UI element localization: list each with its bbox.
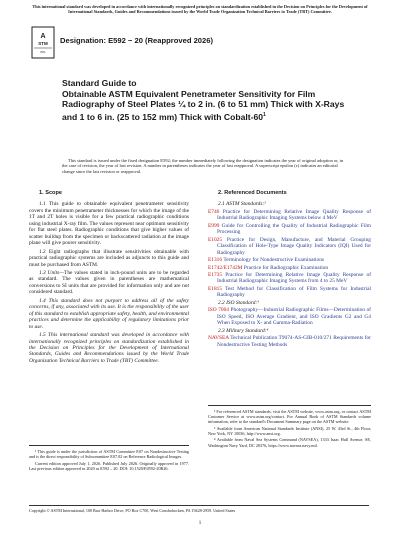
footnote-4: ⁴ Available from Naval Sea Systems Command (NAVSEA), 1333 Isaac Hull Avenue, SE, Washington Navy Yard, DC 20376, https://www.navsea.navy.mil. (208, 437, 371, 448)
astm-standards-heading: 2.1 ASTM Standards:² (218, 201, 266, 208)
footnote-3: ³ Available from American National Standards Institute (ANSI), 25 W. 43rd St., 4th Floor, New York, NY 10036, http://www.ansi.org. (208, 425, 371, 436)
reference-link[interactable]: E746 Practice for Determining Relative Image Quality Response of Industrial Radiographic Imaging Systems below 4 MeV (208, 208, 371, 222)
paragraph-1-2: 1.2 Eight radiographs that illustrate sensitivities obtainable with practical radiographic systems are included as adjuncts to this guide and must be purchased from ASTM. (29, 248, 189, 268)
left-column (29, 190, 189, 366)
footnote-left (29, 445, 189, 472)
page-number: 1 (198, 521, 202, 526)
wto-notice: This international standard was developed in accordance with internationally recognized principles on standardization established in the Decision on Principles for the Development of International Standards, Guides and Recommendations issued by the World Trade Organization Technical Barriers to Trade (TBT) Committee. (32, 4, 368, 15)
title-footnote-mark: 1 (263, 111, 266, 118)
paragraph-1-1: 1.1 This guide to obtainable equivalent penetrameter sensitivity covers the minimum penetrameter thicknesses for which the image of the 1T and 2T holes is visible for a few practical radiographic conditions using industrial X-ray film. The values represent near optimum sensitivity for flat steel plates. Radiographic conditions that give higher values of scatter buildup from the specimen or backscattered radiation at the image plane will give poorer sensitivity. (29, 201, 189, 247)
svg-text:STM: STM (38, 41, 48, 46)
title-block (62, 78, 352, 122)
svg-text:INTL: INTL (40, 51, 46, 54)
section-heading-referenced-documents: 2. Referenced Documents (218, 190, 287, 196)
issue-note: This standard is issued under the fixed designation E592; the number immediately following the designation indicates the year of original adoption or, in the case of revision, the year of last revision. A number in parentheses indicates the year of last reapproval. A superscript epsilon (ε) indicates an editorial change since the last revision or reapproval. (62, 158, 344, 174)
reference-link[interactable]: E999 Guide for Controlling the Quality of Industrial Radiographic Film Processing (208, 222, 371, 236)
svg-text:A: A (40, 33, 46, 40)
designation: Designation: E592 − 20 (Reapproved 2026) (60, 36, 213, 45)
reference-link[interactable]: E1735 Practice for Determining Relative Image Quality Response of Industrial Radiographic Imaging Systems from 4 to 25 MeV (208, 271, 371, 285)
military-standard-heading: 2.3 Military Standard:⁴ (218, 327, 269, 334)
reference-link[interactable]: E1742/E1742M Practice for Radiographic Examination (208, 264, 329, 271)
footnote-right (208, 405, 371, 449)
standard-type: Standard Guide to (62, 78, 137, 88)
paragraph-1-3: 1.3 Units—The values stated in inch-pound units are to be regarded as standard. The values given in parentheses are mathematical conversions to SI units that are provided for information only and are not considered standard. (29, 269, 189, 296)
document-title: Obtainable ASTM Equivalent Penetrameter Sensitivity for Film Radiography of Steel Plates ¼ to 2 in. (6 to 51 mm) Thick with X-Rays and 1 to 6 in. (25 to 152 mm) Thick with Cobalt-$60^1$ (62, 88, 345, 122)
iso-reference-link[interactable]: ISO 7004 Photography—Industrial Radiographic Films—Determination of ISO Speed, ISO Average Gradient, and ISO Gradients G2 and G4 When Exposed to X- and Gamma-Radiation (208, 307, 371, 327)
footnote-edition: Current edition approved July 1, 2026. Published July 2026. Originally approved in 1977. Last previous edition approved in 2020 as E592 – 20. DOI: 10.1520/E0592-20R26. (29, 460, 189, 471)
paragraph-1-4: 1.4 This standard does not purport to address all of the safety concerns, if any, associated with its use. It is the responsibility of the user of this standard to establish appropriate safety, health, and environmental practices and determine the applicability of regulatory limitations prior to use. (29, 297, 189, 330)
navsea-reference-link[interactable]: NAVSEA Technical Publication T9074-AS-GIB-010/271 Requirements for Nondestructive Testing Methods (208, 335, 371, 348)
footnote-1: ¹ This guide is under the jurisdiction of ASTM Committee E07 on Nondestructive Testing and is the direct responsibility of Subcommittee E07.02 on Reference Radiological Images. (29, 449, 189, 460)
right-column (208, 190, 371, 349)
reference-link[interactable]: E1025 Practice for Design, Manufacture, and Material Grouping Classification of Hole-Type Image Quality Indicators (IQI) Used for Radiography (208, 236, 371, 256)
astm-reference-list (208, 209, 371, 299)
footnote-2: ² For referenced ASTM standards, visit the ASTM website, www.astm.org, or contact ASTM Customer Service at www.astm.org/contact. For Annual Book of ASTM Standards volume information, refer to the standard's Document Summary page on the ASTM website. (208, 409, 371, 425)
iso-standard-heading: 2.2 ISO Standard:³ (218, 299, 259, 306)
copyright-line: Copyright © ASTM International, 100 Barr Harbor Drive, PO Box C700, West Conshohocken, PA 19428-2959. United States (29, 505, 369, 513)
section-heading-scope: 1. Scope (39, 190, 63, 196)
reference-link[interactable]: E1815 Test Method for Classification of Film Systems for Industrial Radiography (208, 285, 371, 299)
paragraph-1-5: 1.5 This international standard was developed in accordance with internationally recognized principles on standardization established in the Decision on Principles for the Development of International Standards, Guides and Recommendations issued by the World Trade Organization Technical Barriers to Trade (TBT) Committee. (29, 332, 189, 364)
astm-logo (31, 26, 55, 59)
reference-link[interactable]: E1316 Terminology for Nondestructive Examinations (208, 257, 325, 264)
